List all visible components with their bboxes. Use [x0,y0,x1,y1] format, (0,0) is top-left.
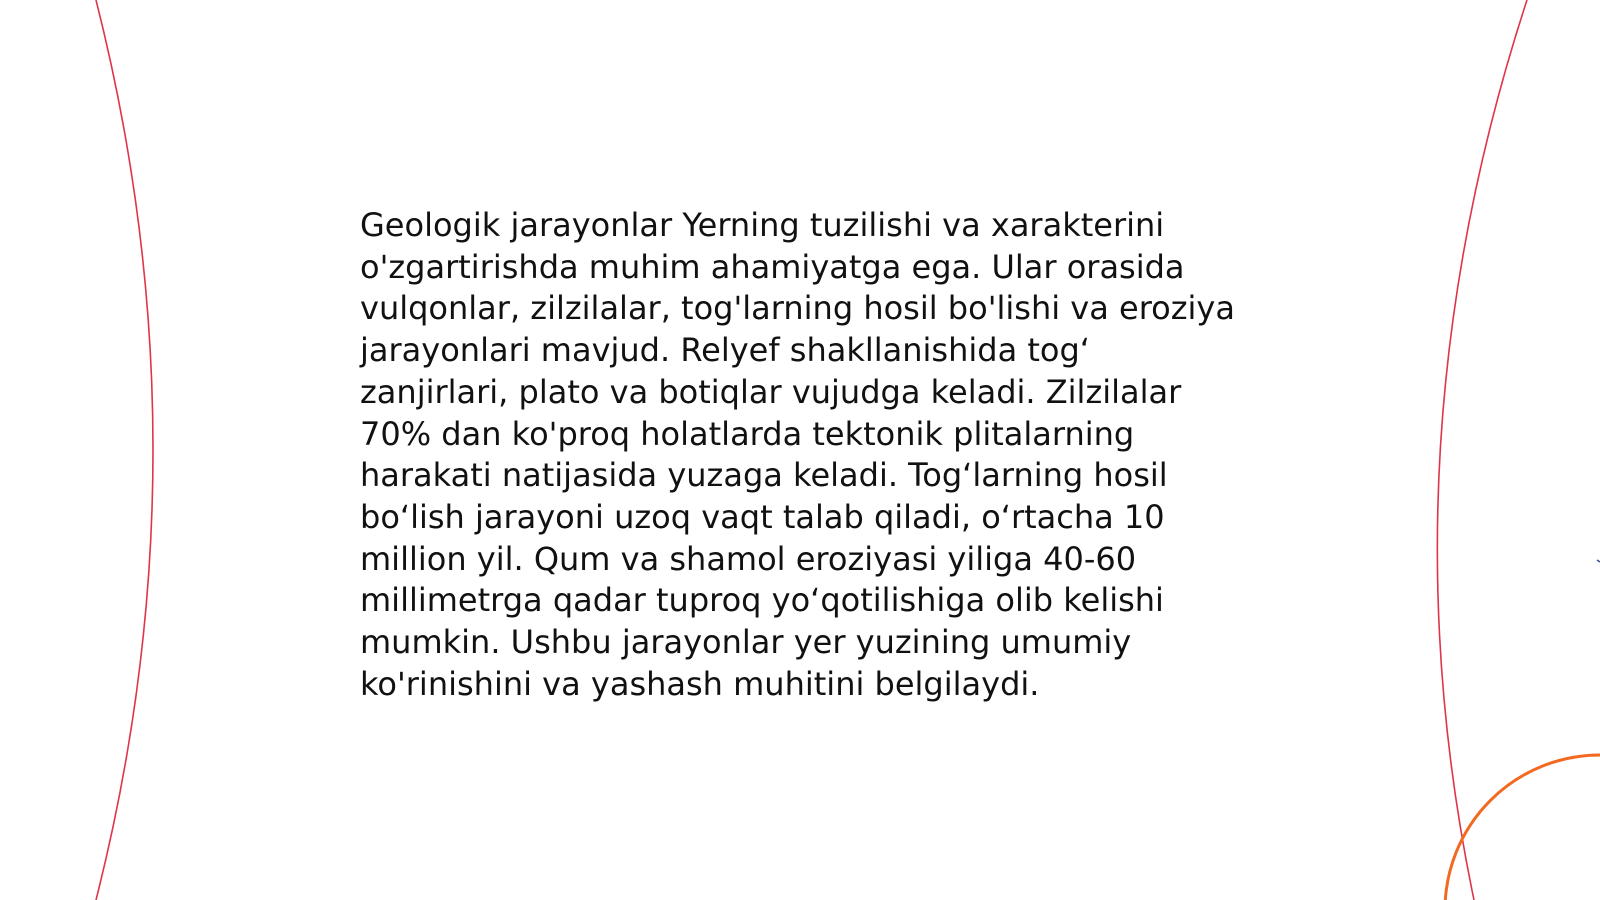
left-red-arc [96,0,153,900]
right-red-arc [1437,0,1527,900]
slide-body-text: Geologik jarayonlar Yerning tuzilishi va xarakterini o'zgartirishda muhim ahamiyatga ega. Ular orasida vulqonlar, zilzilalar, tog'larning hosil bo'lishi va eroziya jarayonlari mavjud. Relyef shakllanishida tog‘ zanjirlari, plato va botiqlar vujudga keladi. Zilzilalar 70% dan ko'proq holatlarda tektonik plitalarning harakati natijasida yuzaga keladi. Tog‘larning hosil bo‘lish jarayoni uzoq vaqt talab qiladi, o‘rtacha 10 million yil. Qum va shamol eroziyasi yiliga 40-60 millimetrga qadar tuproq yo‘qotilishiga olib kelishi mumkin. Ushbu jarayonlar yer yuzining umumiy ko'rinishini va yashash muhitini belgilaydi. [360,206,1235,703]
bottom-right-orange-circle [1445,755,1600,900]
